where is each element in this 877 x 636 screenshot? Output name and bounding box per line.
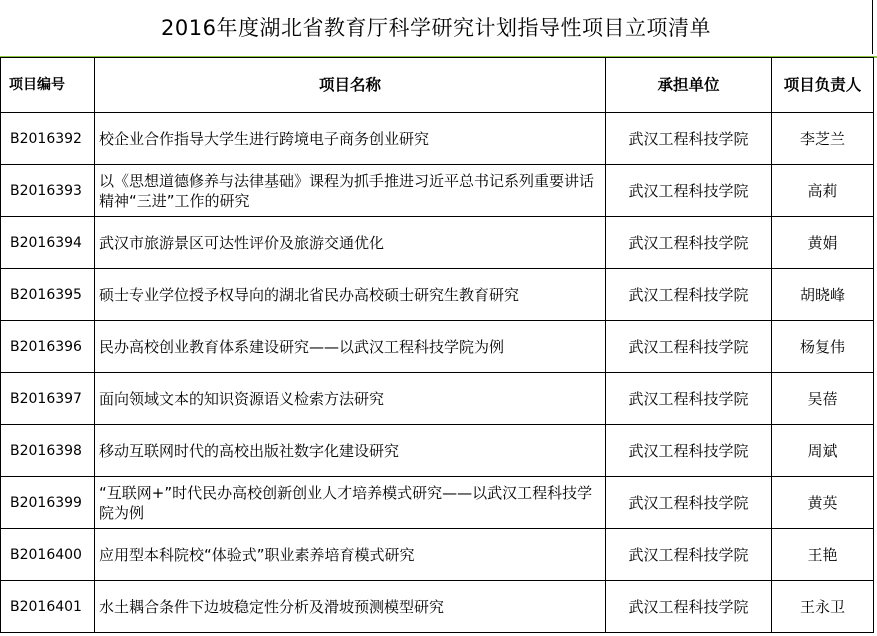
cell-project-id[interactable]: B2016398: [1, 425, 95, 477]
header-cell-lead[interactable]: 项目负责人: [772, 58, 874, 113]
cell-leader[interactable]: 王永卫: [772, 581, 874, 633]
table-row: [1, 529, 874, 581]
cell-project-name[interactable]: 面向领域文本的知识资源语义检索方法研究: [95, 373, 606, 425]
cell-project-name[interactable]: 武汉市旅游景区可达性评价及旅游交通优化: [95, 217, 606, 269]
cell-project-id[interactable]: B2016393: [1, 165, 95, 217]
cell-unit[interactable]: 武汉工程科技学院: [606, 477, 772, 529]
table-row: [1, 269, 874, 321]
cell-project-name[interactable]: “互联网+”时代民办高校创新创业人才培养模式研究——以武汉工程科技学院为例: [95, 477, 606, 529]
table-row: [1, 477, 874, 529]
cell-project-id[interactable]: B2016395: [1, 269, 95, 321]
table-row: [1, 321, 874, 373]
cell-unit[interactable]: 武汉工程科技学院: [606, 165, 772, 217]
cell-leader[interactable]: 王艳: [772, 529, 874, 581]
cell-project-name[interactable]: 移动互联网时代的高校出版社数字化建设研究: [95, 425, 606, 477]
cell-leader[interactable]: 高莉: [772, 165, 874, 217]
cell-leader[interactable]: 李芝兰: [772, 113, 874, 165]
cell-unit[interactable]: 武汉工程科技学院: [606, 217, 772, 269]
cell-project-id[interactable]: B2016400: [1, 529, 95, 581]
header-row: [1, 58, 874, 113]
table-row: [1, 113, 874, 165]
header-cell-id[interactable]: 项目编号: [1, 58, 95, 113]
cell-unit[interactable]: 武汉工程科技学院: [606, 321, 772, 373]
cell-project-name[interactable]: 硕士专业学位授予权导向的湖北省民办高校硕士研究生教育研究: [95, 269, 606, 321]
cell-project-id[interactable]: B2016401: [1, 581, 95, 633]
cell-unit[interactable]: 武汉工程科技学院: [606, 269, 772, 321]
cell-project-name[interactable]: 民办高校创业教育体系建设研究——以武汉工程科技学院为例: [95, 321, 606, 373]
cell-leader[interactable]: 吴蓓: [772, 373, 874, 425]
cell-leader[interactable]: 黄娟: [772, 217, 874, 269]
table-row: [1, 165, 874, 217]
cell-unit[interactable]: 武汉工程科技学院: [606, 113, 772, 165]
table-row: [1, 425, 874, 477]
cell-project-name[interactable]: 应用型本科院校“体验式”职业素养培育模式研究: [95, 529, 606, 581]
table-row: [1, 217, 874, 269]
cell-project-id[interactable]: B2016396: [1, 321, 95, 373]
cell-project-name[interactable]: 以《思想道德修养与法律基础》课程为抓手推进习近平总书记系列重要讲话精神“三进”工作的研究: [95, 165, 606, 217]
project-table: [0, 57, 874, 633]
table-row: [1, 581, 874, 633]
cell-project-id[interactable]: B2016394: [1, 217, 95, 269]
cell-leader[interactable]: 杨复伟: [772, 321, 874, 373]
cell-project-id[interactable]: B2016392: [1, 113, 95, 165]
title-band: [0, 0, 877, 58]
cell-unit[interactable]: 武汉工程科技学院: [606, 529, 772, 581]
sheet-title[interactable]: 2016年度湖北省教育厅科学研究计划指导性项目立项清单: [0, 0, 873, 54]
table-row: [1, 373, 874, 425]
header-cell-unit[interactable]: 承担单位: [606, 58, 772, 113]
cell-unit[interactable]: 武汉工程科技学院: [606, 425, 772, 477]
cell-unit[interactable]: 武汉工程科技学院: [606, 373, 772, 425]
cell-unit[interactable]: 武汉工程科技学院: [606, 581, 772, 633]
cell-project-id[interactable]: B2016399: [1, 477, 95, 529]
cell-leader[interactable]: 黄英: [772, 477, 874, 529]
cell-project-name[interactable]: 校企业合作指导大学生进行跨境电子商务创业研究: [95, 113, 606, 165]
cell-project-name[interactable]: 水土耦合条件下边坡稳定性分析及滑坡预测模型研究: [95, 581, 606, 633]
cell-leader[interactable]: 胡晓峰: [772, 269, 874, 321]
cell-project-id[interactable]: B2016397: [1, 373, 95, 425]
cell-leader[interactable]: 周斌: [772, 425, 874, 477]
header-cell-name[interactable]: 项目名称: [95, 58, 606, 113]
